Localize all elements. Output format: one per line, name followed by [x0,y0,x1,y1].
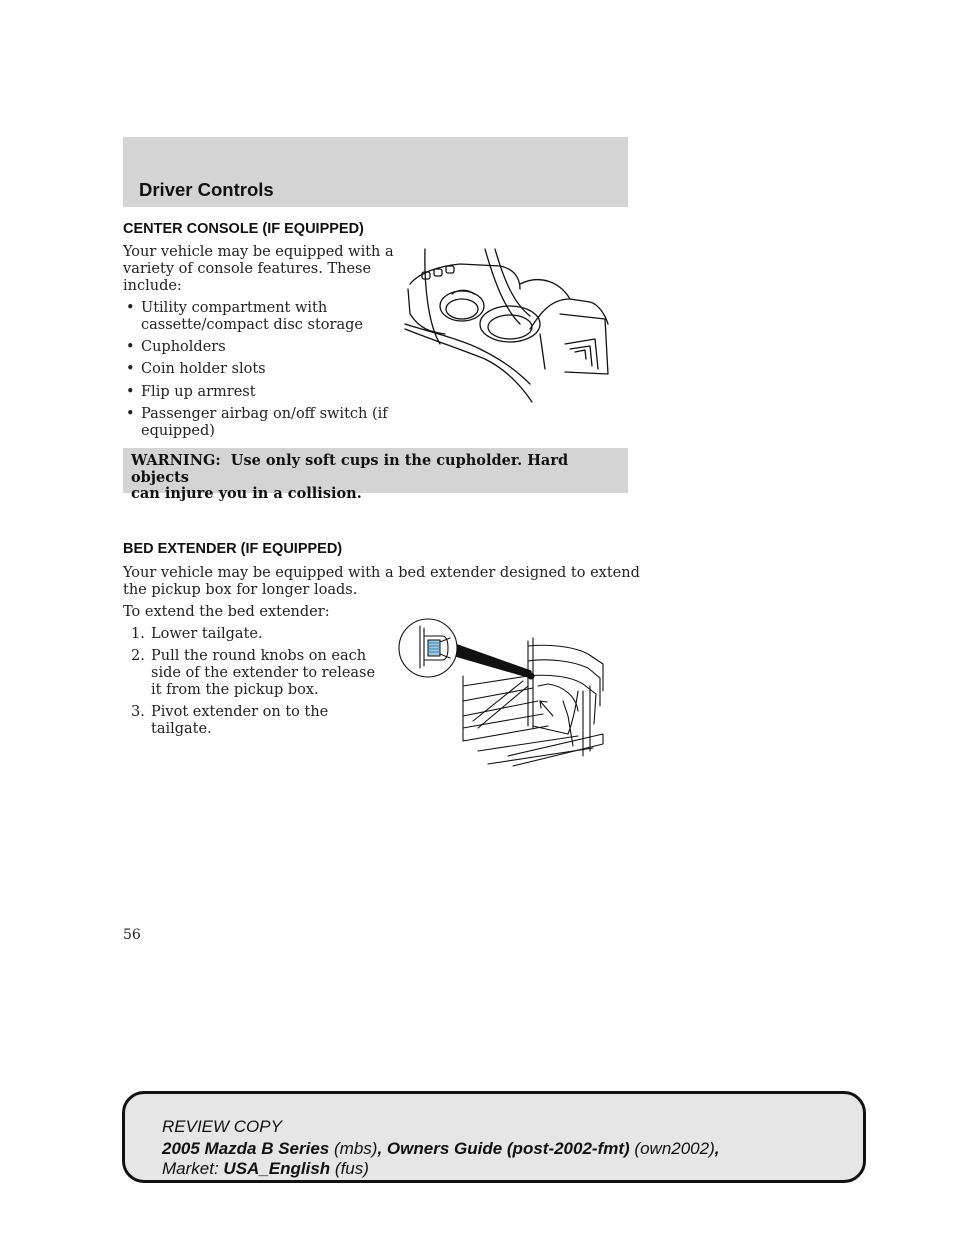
list-item-text: Cupholders [141,339,226,356]
list-item [123,626,383,643]
list-item [124,361,394,378]
bullet-marker: • [126,383,135,400]
step-text: tailgate. [151,720,212,737]
list-item-text: cassette/compact disc storage [141,316,363,333]
intro-line: the pickup box for longer loads. [123,581,358,598]
bed-extender-heading: BED EXTENDER (IF EQUIPPED) [123,541,343,557]
center-console-intro [123,244,394,294]
list-item-text: Utility compartment with [141,300,328,316]
bullet-marker: • [126,361,135,378]
review-copy-footer [122,1091,866,1183]
step-number: 3. [131,704,145,721]
center-console-illustration [400,244,612,404]
section-header-band [123,137,628,207]
bullet-marker: • [126,339,135,356]
step-text: side of the extender to release [151,665,376,682]
center-console-heading: CENTER CONSOLE (IF EQUIPPED) [123,221,364,237]
intro-line: variety of console features. These [123,260,372,277]
step-text: Pivot extender on to the [151,704,329,721]
intro-line: include: [123,277,182,294]
vehicle-code: (mbs) [334,1139,378,1158]
step-number: 2. [131,648,145,665]
list-item [124,300,394,334]
step-text: Lower tailgate. [151,626,263,642]
bullet-marker: • [126,300,135,316]
step-text: Pull the round knobs on each [151,648,367,665]
footer-market-line [162,1159,369,1179]
list-item [123,704,383,738]
separator: , [377,1139,383,1158]
review-copy-label: REVIEW COPY [162,1117,282,1136]
warning-label: WARNING: [131,452,221,469]
warning-box [123,448,628,502]
list-item [124,406,394,440]
guide-code: (own2002) [634,1139,715,1158]
step-text: it from the pickup box. [151,681,319,698]
bed-extender-lead: To extend the bed extender: [123,604,330,620]
footer-document-line [162,1139,719,1159]
list-item [124,339,394,356]
intro-line: Your vehicle may be equipped with a bed extender designed to extend [123,565,640,581]
bullet-marker: • [126,405,135,422]
console-features-list [124,300,394,445]
vehicle-name: 2005 Mazda B Series [162,1139,330,1158]
list-item [124,384,394,401]
market-name: USA_English [223,1159,331,1178]
list-item-text: equipped) [141,422,215,439]
separator: , [714,1139,720,1158]
warning-text [131,453,621,503]
step-number: 1. [131,626,145,642]
bed-extender-steps [123,626,383,743]
list-item-text: Flip up armrest [141,383,256,400]
list-item-text: Coin holder slots [141,361,266,378]
list-item [123,648,383,698]
guide-name: Owners Guide (post-2002-fmt) [386,1139,630,1158]
bed-extender-intro [123,565,640,599]
page-number: 56 [123,927,141,943]
warning-message: Use only soft cups in the cupholder. Hard objects [131,452,569,486]
section-title: Driver Controls [139,179,274,200]
warning-message-line: can injure you in a collision. [131,485,362,502]
market-label: Market: [162,1159,219,1178]
bed-extender-illustration [398,616,612,772]
market-code: (fus) [334,1159,369,1178]
intro-line: Your vehicle may be equipped with a [123,244,394,260]
list-item-text: Passenger airbag on/off switch (if [141,405,388,422]
